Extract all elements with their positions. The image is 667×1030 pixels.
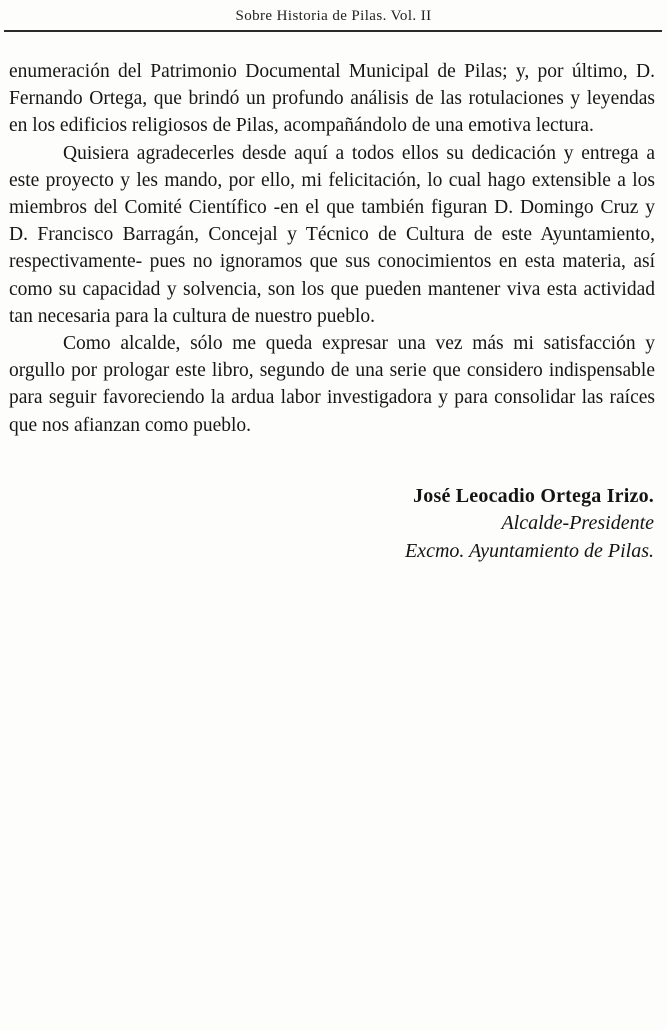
signature-name: José Leocadio Ortega Irizo. (413, 484, 654, 507)
signature-block (0, 483, 667, 566)
running-header-title: Sobre Historia de Pilas. Vol. II (235, 8, 432, 24)
signature-organization: Excmo. Ayuntamiento de Pilas. (404, 539, 654, 562)
paragraph: enumeración del Patrimonio Documental Municipal de Pilas; y, por último, D. Fernando Ortega, que brindó un profundo análisis de las rotulaciones y leyendas en los edificios religiosos de Pilas, acompañándolo de una emotiva lectura. (9, 61, 655, 137)
paragraph: Como alcalde, sólo me queda expresar una vez más mi satisfacción y orgullo por prologar este libro, segundo de una serie que considero indispensable para seguir favoreciendo la ardua labor investigadora y para consolidar las raíces que nos afianzan como pueblo. (9, 333, 655, 436)
signature-title: Alcalde-Presidente (501, 512, 654, 535)
paragraph: Quisiera agradecerles desde aquí a todos ellos su dedicación y entrega a este proyecto y les mando, por ello, mi felicitación, lo cual hago extensible a los miembros del Comité Científico -en el que también figuran D. Domingo Cruz y D. Francisco Barragán, Concejal y Técnico de Cultura de este Ayuntamiento, respectivamente- pues no ignoramos que sus conocimientos en esta materia, así como su capacidad y solvencia, son los que pueden mantener viva esta actividad tan necesaria para la cultura de nuestro pueblo. (9, 142, 655, 327)
page-body (0, 32, 667, 439)
